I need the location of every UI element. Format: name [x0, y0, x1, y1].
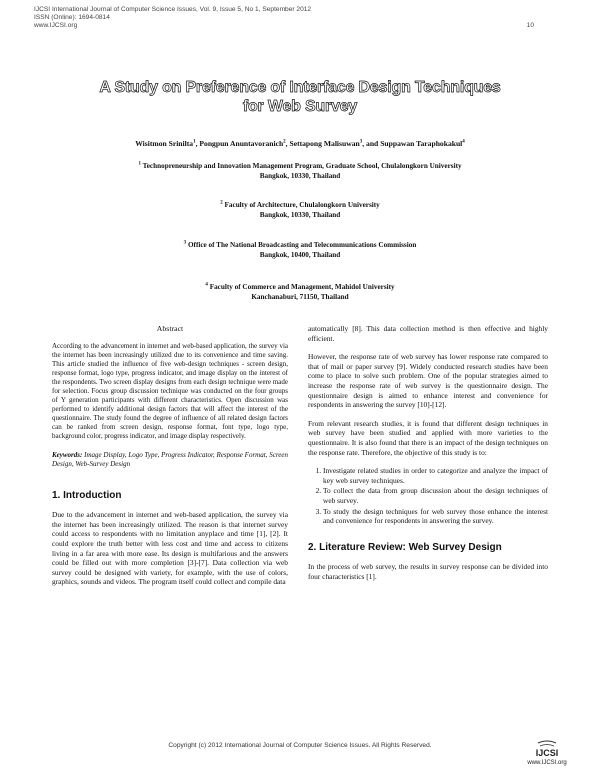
abstract-heading: Abstract — [156, 324, 184, 333]
affiliation-3-name: Office of The National Broadcasting and Telecommunications Commission — [187, 241, 417, 249]
affiliation-3 — [0, 240, 600, 260]
right-paragraph-4: In the process of web survey, the results in survey response can be divided into four characteristics [1]. — [308, 562, 548, 581]
author-1: Wisitmon Srinilta — [135, 139, 194, 148]
author-4: Suppawan Taraphokakul — [380, 139, 463, 148]
keywords-label: Keywords: — [52, 450, 83, 459]
affiliation-1-name: Technopreneurship and Innovation Management Program, Graduate School, Chulalongkorn University — [142, 162, 462, 170]
author-3: Settapong Malisuwan — [289, 139, 360, 148]
title-line-2: for Web Survey — [242, 98, 358, 115]
author-sep: , — [285, 139, 290, 148]
logo-text: IJCSI — [535, 748, 559, 758]
affiliation-4 — [0, 282, 600, 302]
affiliation-4-sup: 4 — [205, 282, 208, 288]
right-column — [308, 324, 548, 590]
list-item: 1. Investigate related studies in order to categorize and analyze the impact of key web survey techniques. — [323, 466, 548, 485]
author-4-sup: 4 — [462, 139, 465, 145]
author-2-sup: 2 — [283, 139, 286, 145]
left-column — [52, 324, 288, 596]
ijcsi-logo — [524, 740, 570, 770]
author-3-sup: 3 — [359, 139, 363, 145]
intro-heading: 1. Introduction — [52, 489, 122, 501]
page-number: 10 — [526, 22, 534, 29]
abstract-body: According to the advancement in internet and web-based application, the survey via the internet has been increasingly utilized due to its convenience and time saving. This article studied the influence of five web-design techniques - screen design, response format, logo type, progress indicator, and image display on the interest of the respondents. Two screen display designs from each design technique were made for selection. Focus group discussion technique was conducted on the four groups of Y generation participants with different characteristics. Open discussion was performed to identify additional design factors that will affect the interest of the questionnaire. The study found the degree of influence of all related design factors can be ranked from screen design, response format, font type, logo type, background color, progress indicator, and image display respectively. — [52, 341, 288, 440]
objective-list — [308, 466, 548, 526]
affiliation-2-address: Bangkok, 10330, Thailand — [259, 211, 341, 219]
right-paragraph-2: However, the response rate of web survey has lower response rate compared to that of mail or paper survey [9]. Widely conducted research studies have been come to place to solve such problem. One of the popular strategies aimed to increase the response rate of web survey is the questionnaire design. The questionnaire design is aimed to enhance interest and convenience for respondents in answering the survey [10]-[12]. — [308, 352, 548, 410]
affiliation-1 — [0, 161, 600, 181]
author-2: Pongpun Anuntavoranich — [199, 139, 284, 148]
keywords — [52, 451, 288, 469]
intro-paragraph: Due to the advancement in internet and web-based application, the survey via the internet has been increasingly utilized. The reason is that internet survey could access to respondents with no limitation anyplace and time [1], [2]. It could explore the truth better with less cost and time and access to citizens living in a far area with more ease. Its design is multifarious and the answers could be filled out with more completion [3]-[7]. Data collection via web survey could be designed with variety, for example, with the use of colors, graphics, sounds and videos. The program itself could collect and compile data — [52, 510, 288, 587]
issn: ISSN (Online): 1694-0814 — [34, 14, 110, 21]
title-line-1: A Study on Preference of Interface Design Techniques — [99, 79, 501, 96]
logo-url[interactable]: www.IJCSI.org — [527, 760, 567, 766]
journal-header — [34, 6, 311, 30]
affiliation-4-address: Kanchanaburi, 71150, Thailand — [251, 293, 349, 301]
author-list — [0, 139, 600, 148]
paper-title — [0, 78, 600, 116]
journal-name: IJCSI International Journal of Computer Science Issues, Vol. 9, Issue 5, No 1, September 2012 — [34, 6, 312, 13]
affiliation-3-address: Bangkok, 10400, Thailand — [259, 251, 341, 259]
affiliation-2 — [0, 200, 600, 220]
affiliation-3-sup: 3 — [183, 240, 187, 246]
journal-url[interactable]: www.IJCSI.org — [34, 22, 78, 29]
affiliation-4-name: Faculty of Commerce and Management, Mahidol University — [209, 283, 395, 291]
list-item: 2. To collect the data from group discussion about the design techniques of web survey. — [323, 486, 548, 505]
right-paragraph-3: From relevant research studies, it is found that different design techniques in web survey have been studied and applied with more varieties to the questionnaire. It is also found that there is an impact of the design techniques on the response rate. Therefore, the objective of this study is to: — [308, 418, 548, 457]
right-paragraph-1: automatically [8]. This data collection method is then effective and highly efficient. — [308, 324, 548, 343]
keywords-list: Image Display, Logo Type, Progress Indicator, Response Format, Screen Design, Web-Survey Design — [52, 450, 288, 468]
literature-heading: 2. Literature Review: Web Survey Design — [308, 541, 502, 553]
affiliation-1-sup: 1 — [138, 161, 141, 167]
list-item: 3. To study the design techniques for web survey those enhance the interest and convenience for respondents in answering the survey. — [323, 507, 548, 526]
copyright-footer: Copyright (c) 2012 International Journal of Computer Science Issues. All Rights Reserved. — [168, 742, 432, 749]
author-sep: , and — [362, 139, 381, 148]
author-1-sup: 1 — [193, 139, 196, 145]
affiliation-2-sup: 2 — [220, 200, 223, 206]
affiliation-1-address: Bangkok, 10330, Thailand — [259, 172, 341, 180]
affiliation-2-name: Faculty of Architecture, Chulalongkorn University — [224, 201, 380, 209]
author-sep: , — [195, 139, 200, 148]
